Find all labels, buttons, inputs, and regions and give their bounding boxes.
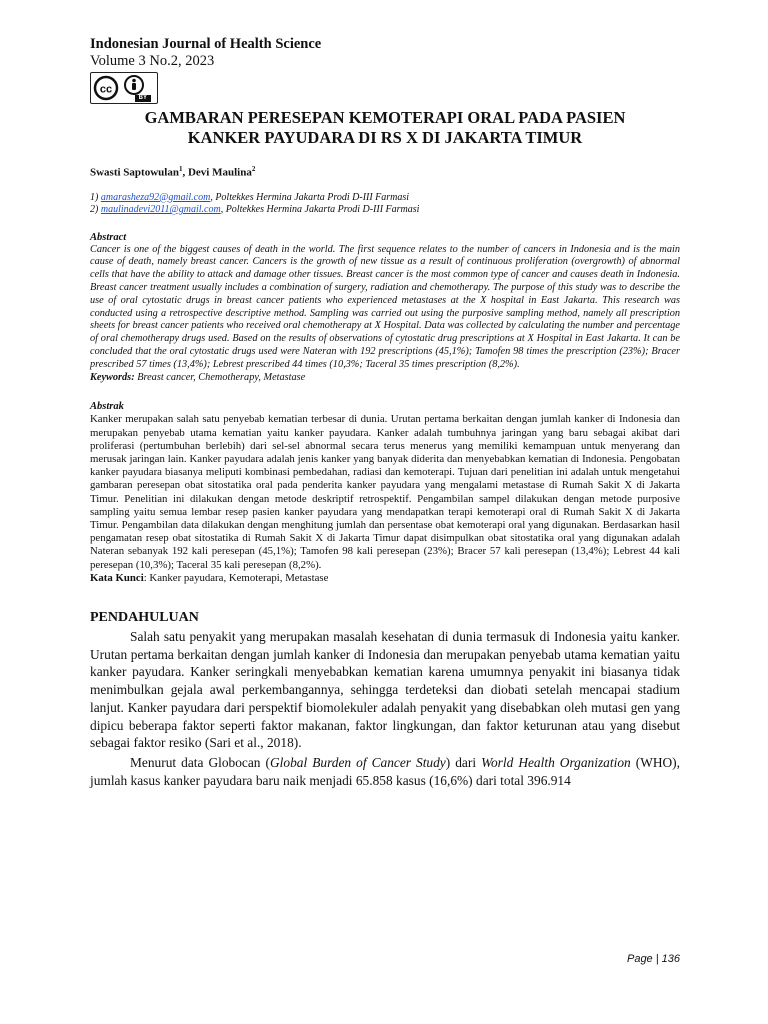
abstract-indonesian [90, 400, 680, 585]
author-name: Swasti Saptowulan [90, 166, 179, 179]
license-by-label: BY [135, 95, 151, 102]
affiliation-text: , Poltekkes Hermina Jakarta Prodi D-III Farmasi [210, 191, 410, 203]
affiliation-text: , Poltekkes Hermina Jakarta Prodi D-III Farmasi [220, 204, 420, 216]
affiliation-line-1 [90, 192, 680, 205]
paper-title [90, 108, 680, 148]
title-line-1: GAMBARAN PERESEPAN KEMOTERAPI ORAL PADA PASIEN [144, 108, 626, 127]
title-line-2: KANKER PAYUDARA DI RS X DI JAKARTA TIMUR [187, 128, 583, 147]
author-email-link[interactable]: amarasheza92@gmail.com [100, 191, 211, 203]
cc-by-license-badge[interactable] [90, 72, 158, 104]
author-affiliation-marker: 1 [178, 165, 183, 173]
paragraph-text: Menurut data Globocan ( [130, 754, 270, 770]
abstract-english [90, 231, 680, 385]
svg-text:cc: cc [99, 83, 113, 96]
author-list [90, 162, 680, 180]
abstrak-heading: Abstrak [90, 401, 124, 413]
affiliations [90, 192, 680, 217]
author-email-link[interactable]: maulinadevi2011@gmail.com [100, 204, 221, 216]
affiliation-line-2 [90, 204, 680, 217]
author-name: Devi Maulina [187, 166, 252, 179]
keywords-english [90, 372, 680, 385]
abstract-text: Cancer is one of the biggest causes of death in the world. The first sequence relates to the number of cancers in Indonesia and is the main cause of death, namely breast cancer. Cancers is the growth of new tissue as a result of continuous proliferation (overgrowth) of abnormal cells that have the ability to attack and damage other tissues. Breast cancer is the most common type of cancer and causes death in Indonesia. Breast cancer treatment usually includes a combination of surgery, radiation and chemotherapy. The purpose of this study was to describe the use of oral cytostatic drugs in breast cancer patients who experienced metastases at the X hospital in East Jakarta. This research was conducted using a retrospective descriptive method. Sampling was carried out using the purposive sampling method, namely all prescription sheets for breast cancer patients who received oral chemotherapy at X Hospital. Data was collected by calculating the number and percentage of oral chemotherapy drugs used. Based on the results of observations of cytostatic drug prescriptions at X Hospital in East Jakarta. It can be concluded that the oral cytostatic drugs used were Nateran with 192 prescriptions (45,1%); Tamofen 98 times the prescription (23%); Bracer prescribed 57 times (13,4%); Lebrest prescribed 44 times (10,3%; Taceral 35 times prescription (8,2%). [90, 243, 680, 370]
keywords-label: Keywords: [90, 371, 135, 383]
kata-kunci-label: Kata Kunci [90, 571, 144, 584]
body-paragraph-1: Salah satu penyakit yang merupakan masalah kesehatan di dunia termasuk di Indonesia yaitu kanker. Urutan pertama berkaitan dengan jumlah kanker di Indonesia dan merupakan penyebab utama kematian yaitu kanker payudara. Kanker seringkali menyebabkan kematian karena umumnya penyakit ini biasanya tidak menimbulkan gejala awal perkembangannya, sehingga terdeteksi dan diobati setelah mencapai stadium lanjut. Kanker payudara dari perspektif biomolekuler adalah penyakit yang disebabkan oleh mutasi gen yang dipicu beberapa faktor seperti faktor makanan, faktor lingkungan, dan faktor keturunan atau yang disebut sebagai faktor resiko (Sari et al., 2018). [90, 629, 680, 751]
body-paragraph-2 [90, 754, 680, 789]
journal-name: Indonesian Journal of Health Science [90, 36, 322, 52]
affiliation-number: 1) [90, 191, 101, 203]
author-affiliation-marker: 2 [251, 165, 256, 173]
kata-kunci-values: : Kanker payudara, Kemoterapi, Metastase [143, 571, 329, 584]
author-separator: , [182, 166, 188, 179]
keywords-indonesian [90, 572, 680, 585]
section-heading: PENDAHULUAN [90, 610, 199, 626]
abstrak-text: Kanker merupakan salah satu penyebab kematian terbesar di dunia. Urutan pertama berkaitan dengan jumlah kanker di Indonesia dan merupakan penyebab utama kematian yaitu kanker payudara. Kanker adalah tumbuhnya jaringan yang baru sebagai akibat dari proliferasi (pertumbuhan berlebih) dari sel-sel abnormal secara terus menerus yang memiliki kemampuan untuk menyerang dan merusak jaringan lain. Kanker payudara adalah jenis kanker yang banyak diderita dan menyebabkan kematian di Indonesia. Pengobatan kanker payudara biasanya meliputi kombinasi pembedahan, radiasi dan kemoterapi. Tujuan dari penelitian ini adalah untuk mengetahui gambaran peresepan obat sitostatika oral pada penderita kanker payudara yang mengalami metastase di Rumah Sakit X di Jakarta Timur. Penelitian ini dilakukan dengan metode deskriptif retrospektif. Pengambilan sampel dilakukan dengan metode purposive sampling yaitu semua lembar resep pasien kanker payudara yang mendapatkan terapi kemoterapi oral di Rumah Sakit X di Jakarta Timur. Pengambilan data dilakukan dengan menghitung jumlah dan persentase obat kemoterapi oral yang digunakan. Berdasarkan hasil pengamatan resep obat sitostatika di Rumah Sakit X di Jakarta Timur dapat disimpulkan obat sitostatika oral yang digunakan adalah Nateran sebanyak 192 kali peresepan (45,1%); Tamofen 98 kali peresepan (23%); Bracer 57 kali peresepan (13,4%); Lebrest 44 kali peresepan (10,3%); Taceral 35 kali peresepan (8,2%). [90, 413, 680, 571]
page-number: Page | 136 [626, 953, 680, 965]
paragraph-text: ) dari [445, 754, 482, 770]
paragraph-italic-term: World Health Organization [481, 754, 631, 770]
paper-page [90, 36, 680, 789]
paragraph-italic-term: Global Burden of Cancer Study [269, 754, 446, 770]
creative-commons-icon [91, 74, 121, 102]
paragraph-text: (WHO), jumlah kasus kanker payudara baru naik menjadi 65.858 kasus (16,6%) dari total 396.914 [90, 754, 680, 788]
keywords-values: Breast cancer, Chemotherapy, Metastase [134, 371, 306, 383]
journal-volume: Volume 3 No.2, 2023 [90, 53, 215, 69]
affiliation-number: 2) [90, 204, 101, 216]
abstract-heading: Abstract [90, 231, 127, 243]
section-body [90, 628, 680, 789]
